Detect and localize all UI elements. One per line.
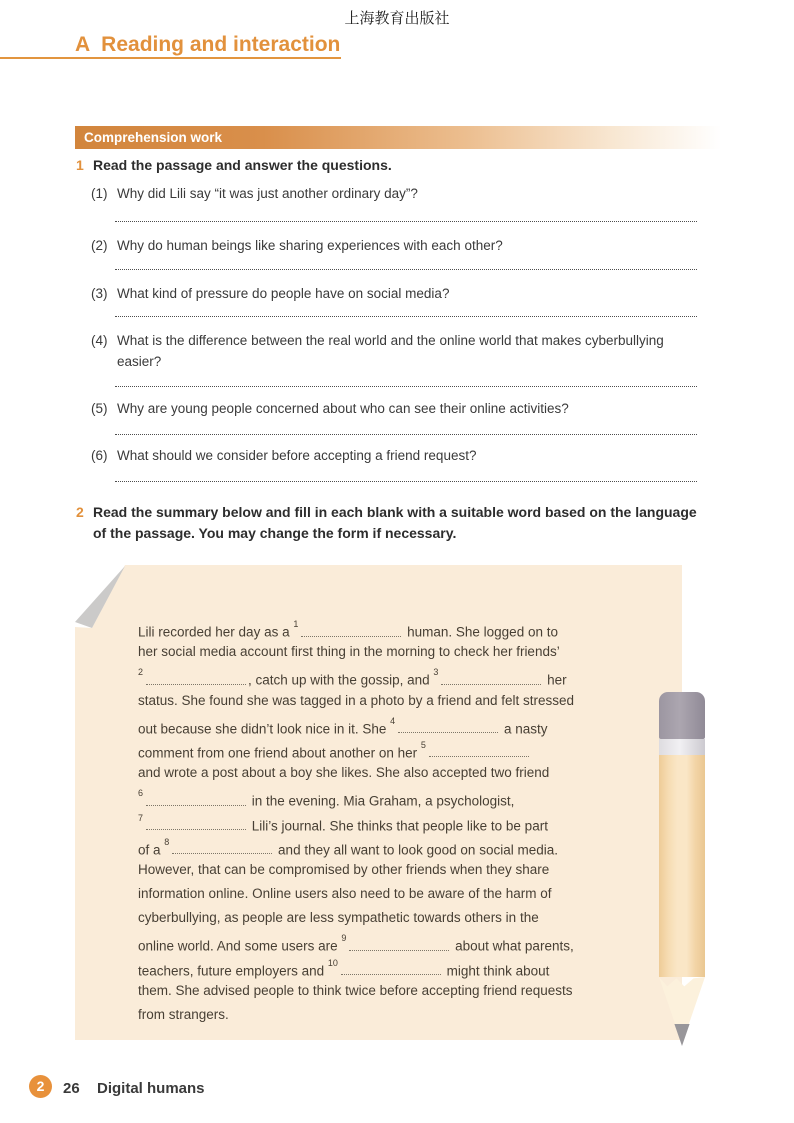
question-row bbox=[91, 235, 711, 256]
blank-number: 4 bbox=[390, 715, 396, 726]
summary-line: them. She advised people to think twice before accepting friend requests bbox=[138, 982, 573, 998]
summary-passage bbox=[138, 616, 660, 1027]
fill-blank-2[interactable] bbox=[146, 671, 246, 685]
exercise1-number: 1 bbox=[76, 157, 84, 173]
summary-line: her social media account first thing in the morning to check her friends’ bbox=[138, 644, 560, 660]
answer-line[interactable] bbox=[115, 267, 697, 270]
question-row bbox=[91, 330, 711, 372]
question-number: (5) bbox=[91, 401, 108, 416]
question-row bbox=[91, 398, 711, 419]
question-number: (1) bbox=[91, 186, 108, 201]
blank-number: 9 bbox=[341, 933, 347, 944]
summary-line: status. She found she was tagged in a photo by a friend and felt stressed bbox=[138, 692, 575, 708]
answer-line[interactable] bbox=[115, 384, 697, 387]
section-title bbox=[75, 33, 340, 57]
question-text: Why are young people concerned about who can see their online activities? bbox=[117, 401, 569, 416]
exercise1-instruction: Read the passage and answer the questions. bbox=[93, 157, 392, 173]
summary-line: cyberbullying, as people are less sympathetic towards others in the bbox=[138, 910, 539, 926]
question-number: (6) bbox=[91, 448, 108, 463]
summary-line: of a $^8$ and they all want to look good on social media. bbox=[138, 836, 558, 858]
unit-title: Digital humans bbox=[97, 1080, 205, 1097]
fill-blank-1[interactable] bbox=[301, 623, 401, 637]
question-text: Why did Lili say “it was just another ordinary day”? bbox=[117, 186, 418, 201]
exercise2-instruction: Read the summary below and fill in each blank with a suitable word based on the language of the passage. You may change the form if necessary. bbox=[93, 504, 697, 541]
banner-label: Comprehension work bbox=[84, 130, 223, 145]
summary-line: online world. And some users are $^9$ about what parents, bbox=[138, 933, 574, 954]
question-text: What kind of pressure do people have on social media? bbox=[117, 286, 450, 301]
summary-line: from strangers. bbox=[138, 1007, 229, 1022]
pencil-icon bbox=[659, 692, 705, 1044]
fill-blank-8[interactable] bbox=[172, 840, 272, 854]
summary-line: $^2$, catch up with the gossip, and $^3$ her bbox=[138, 667, 567, 688]
page-number: 26 bbox=[63, 1080, 80, 1097]
summary-line: $^6$ in the evening. Mia Graham, a psychologist, bbox=[138, 788, 515, 809]
question-number: (4) bbox=[91, 333, 108, 348]
exercise1-header bbox=[76, 155, 716, 176]
blank-number: 10 bbox=[327, 957, 338, 968]
blank-number: 2 bbox=[138, 667, 144, 678]
answer-line[interactable] bbox=[115, 432, 697, 435]
answer-line[interactable] bbox=[115, 314, 697, 317]
summary-line: Lili recorded her day as a $^1$ human. She logged on to bbox=[138, 619, 558, 640]
exercise2-number: 2 bbox=[76, 504, 84, 520]
blank-number: 7 bbox=[138, 812, 144, 823]
pencil-tip bbox=[672, 1024, 692, 1046]
publisher-name: 上海教育出版社 bbox=[344, 9, 450, 27]
fill-blank-7[interactable] bbox=[146, 816, 246, 830]
pencil-eraser bbox=[659, 692, 705, 739]
answer-line[interactable] bbox=[115, 219, 697, 222]
pencil-band bbox=[659, 739, 705, 755]
fill-blank-9[interactable] bbox=[349, 937, 449, 951]
question-text: What should we consider before accepting a friend request? bbox=[117, 448, 477, 463]
question-text: Why do human beings like sharing experiences with each other? bbox=[117, 238, 503, 253]
summary-line: information online. Online users also need to be aware of the harm of bbox=[138, 886, 552, 902]
blank-number: 5 bbox=[420, 739, 426, 750]
summary-line: teachers, future employers and $^{10}$ might think about bbox=[138, 957, 550, 979]
fill-blank-6[interactable] bbox=[146, 792, 246, 806]
answer-line[interactable] bbox=[115, 479, 697, 482]
summary-line: $^7$ Lili’s journal. She thinks that people like to be part bbox=[138, 812, 548, 833]
blank-number: 8 bbox=[164, 836, 170, 847]
question-row bbox=[91, 445, 711, 466]
section-letter: A bbox=[75, 33, 91, 56]
question-row bbox=[91, 183, 711, 204]
question-number: (3) bbox=[91, 286, 108, 301]
unit-badge: 2 bbox=[29, 1075, 52, 1098]
fill-blank-3[interactable] bbox=[441, 671, 541, 685]
summary-line: However, that can be compromised by other friends when they share bbox=[138, 861, 550, 877]
fill-blank-4[interactable] bbox=[398, 719, 498, 733]
question-row bbox=[91, 283, 711, 304]
comprehension-banner bbox=[75, 126, 748, 149]
blank-number: 3 bbox=[433, 667, 439, 678]
question-text: What is the difference between the real world and the online world that makes cyberbullying easier? bbox=[117, 333, 664, 369]
blank-number: 1 bbox=[293, 619, 299, 629]
folded-corner-icon bbox=[75, 565, 127, 631]
fill-blank-5[interactable] bbox=[429, 743, 529, 757]
question-number: (2) bbox=[91, 238, 108, 253]
summary-line: and wrote a post about a boy she likes. She also accepted two friend bbox=[138, 765, 550, 781]
section-title-text: Reading and interaction bbox=[101, 33, 341, 56]
summary-line: out because she didn’t look nice in it. She $^4$ a nasty bbox=[138, 715, 548, 737]
pencil-body bbox=[659, 755, 705, 977]
summary-line: comment from one friend about another on her $^5$ bbox=[138, 737, 660, 761]
exercise2-header bbox=[76, 502, 704, 544]
fill-blank-10[interactable] bbox=[341, 961, 441, 975]
blank-number: 6 bbox=[138, 788, 144, 799]
title-underline bbox=[0, 57, 341, 59]
